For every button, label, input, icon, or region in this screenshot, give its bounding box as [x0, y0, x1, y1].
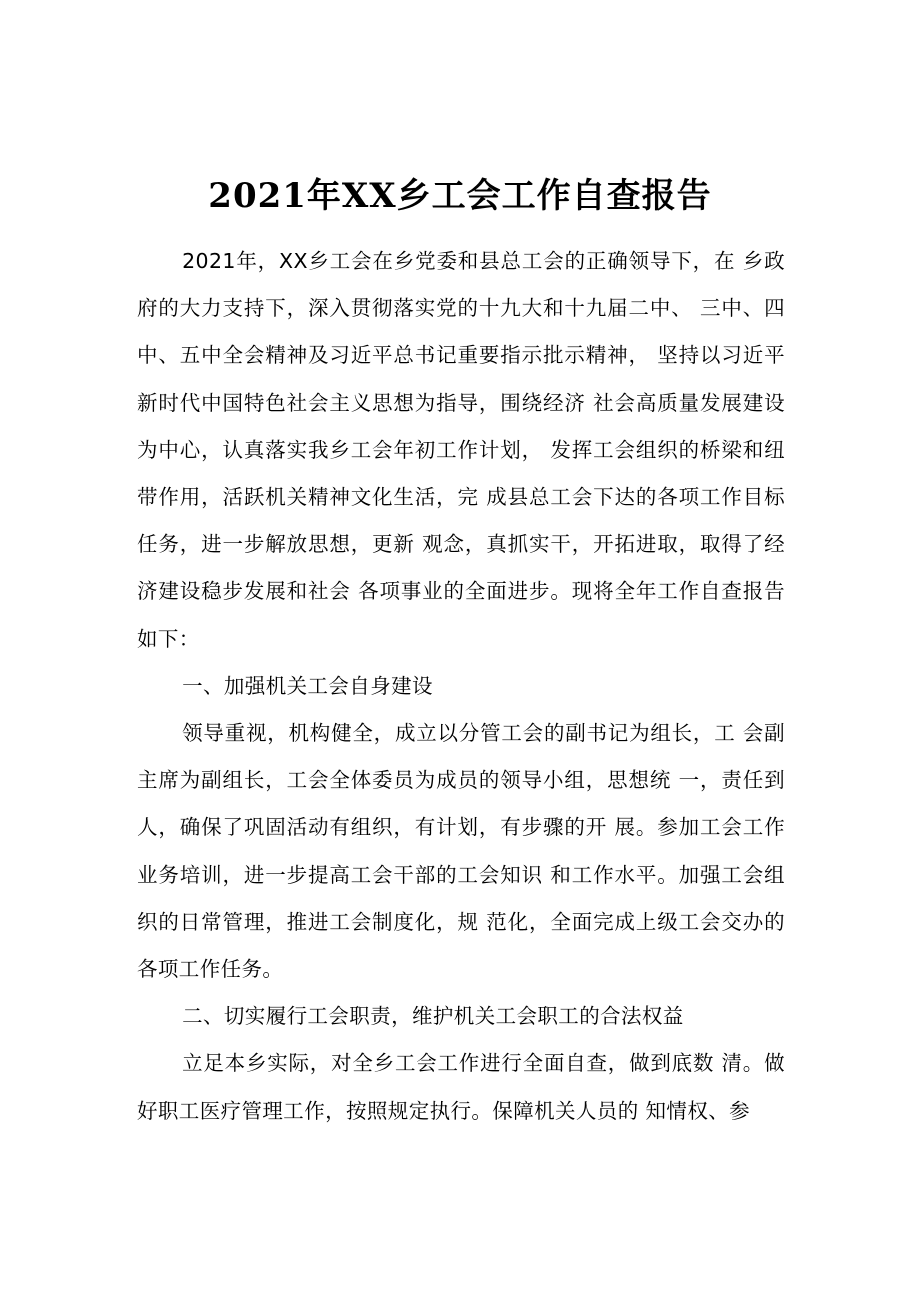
- paragraph-section-2: 立足本乡实际，对全乡工会工作进行全面自查，做到底数 清。做好职工医疗管理工作，按照规定执行。保障机关人员的 知情权、参: [137, 1051, 785, 1123]
- document-title: 2021年XX乡工会工作自查报告: [208, 176, 712, 216]
- section-heading-1: 一、加强机关工会自身建设: [182, 673, 433, 698]
- paragraph-intro: 2021年，XX乡工会在乡党委和县总工会的正确领导下，在 乡政府的大力支持下，深入贯彻落实党的十九大和十九届二中、 三中、四中、五中全会精神及习近平总书记重要指示批示精神， 坚持以习近平新时代中国特色社会主义思想为指导，围绕经济 社会高质量发展建设为中心，认真落实我乡工会年初工作计划， 发挥工会组织的桥梁和纽带作用，活跃机关精神文化生活，完 成县总工会下达的各项工作目标任务，进一步解放思想，更新 观念，真抓实干，开拓进取，取得了经济建设稳步发展和社会 各项事业的全面进步。现将全年工作自查报告如下：: [137, 249, 785, 651]
- section-heading-2: 二、切实履行工会职责，维护机关工会职工的合法权益: [182, 1004, 684, 1029]
- document-body: [137, 238, 785, 1135]
- paragraph-section-1: 领导重视，机构健全，成立以分管工会的副书记为组长，工 会副主席为副组长，工会全体委员为成员的领导小组，思想统 一，责任到人，确保了巩固活动有组织，有计划，有步骤的开 展。参加工会工作业务培训，进一步提高工会干部的工会知识 和工作水平。加强工会组织的日常管理，推进工会制度化，规 范化，全面完成上级工会交办的各项工作任务。: [137, 721, 785, 982]
